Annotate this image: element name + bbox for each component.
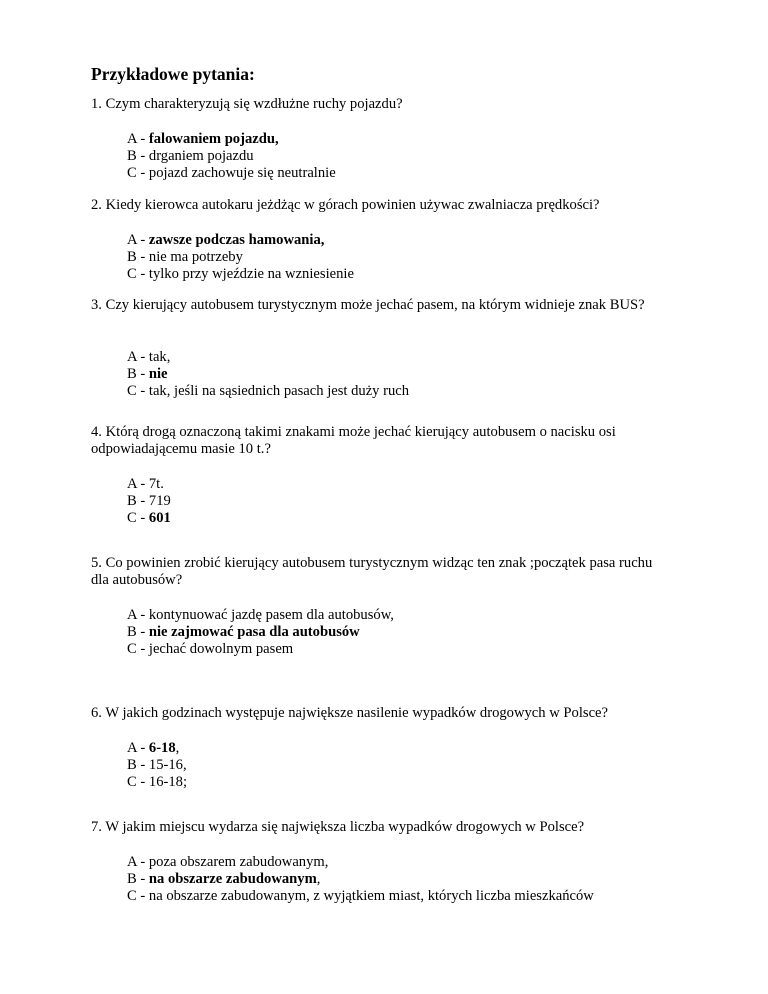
answer-b: B - nie	[127, 366, 168, 382]
answer-a: A - tak,	[127, 349, 171, 365]
answer-c: C - tylko przy wjeździe na wzniesienie	[127, 266, 354, 282]
page-title: Przykładowe pytania:	[91, 64, 255, 84]
question-text: 6. W jakich godzinach występuje największe nasilenie wypadków drogowych w Polsce?	[91, 705, 608, 721]
answer-b: B - na obszarze zabudowanym,	[127, 871, 321, 887]
answer-a: A - kontynuować jazdę pasem dla autobusów,	[127, 607, 394, 623]
question-text: 1. Czym charakteryzują się wzdłużne ruchy pojazdu?	[91, 96, 403, 112]
answer-c: C - jechać dowolnym pasem	[127, 641, 294, 657]
question-7	[91, 819, 671, 904]
answer-a: A - 6-18,	[127, 740, 180, 756]
answer-list	[127, 740, 187, 791]
question-1	[91, 96, 671, 181]
answer-list	[127, 349, 409, 400]
question-6	[91, 705, 671, 790]
question-2	[91, 197, 671, 282]
answer-b: B - nie zajmować pasa dla autobusów	[127, 624, 360, 640]
answer-c: C - 16-18;	[127, 774, 187, 790]
question-3	[91, 297, 671, 399]
question-text: 7. W jakim miejscu wydarza się największa liczba wypadków drogowych w Polsce?	[91, 819, 585, 835]
answer-list	[127, 476, 171, 527]
answer-b: B - 15-16,	[127, 757, 187, 773]
answer-c: C - pojazd zachowuje się neutralnie	[127, 165, 336, 181]
question-text: 3. Czy kierujący autobusem turystycznym może jechać pasem, na którym widnieje znak BUS?	[91, 297, 645, 313]
answer-c: C - 601	[127, 510, 171, 526]
answer-list	[127, 131, 336, 182]
answer-a: A - zawsze podczas hamowania,	[127, 232, 325, 248]
answer-list	[127, 607, 394, 658]
answer-c: C - na obszarze zabudowanym, z wyjątkiem miast, których liczba mieszkańców	[127, 888, 594, 904]
answer-b: B - 719	[127, 493, 171, 509]
question-4	[91, 424, 671, 526]
answer-list	[127, 854, 594, 905]
answer-a: A - poza obszarem zabudowanym,	[127, 854, 329, 870]
question-text: 4. Którą drogą oznaczoną takimi znakami może jechać kierujący autobusem o nacisku osi odpowiadającemu masie 10 t.?	[91, 424, 616, 457]
answer-c: C - tak, jeśli na sąsiednich pasach jest duży ruch	[127, 383, 410, 399]
answer-b: B - drganiem pojazdu	[127, 148, 254, 164]
question-text: 2. Kiedy kierowca autokaru jeżdżąc w górach powinien używac zwalniacza prędkości?	[91, 197, 600, 213]
answer-list	[127, 232, 354, 283]
answer-b: B - nie ma potrzeby	[127, 249, 243, 265]
question-5	[91, 555, 671, 657]
answer-a: A - falowaniem pojazdu,	[127, 131, 279, 147]
answer-a: A - 7t.	[127, 476, 164, 492]
question-text: 5. Co powinien zrobić kierujący autobusem turystycznym widząc ten znak ;początek pasa ruchu dla autobusów?	[91, 555, 653, 588]
